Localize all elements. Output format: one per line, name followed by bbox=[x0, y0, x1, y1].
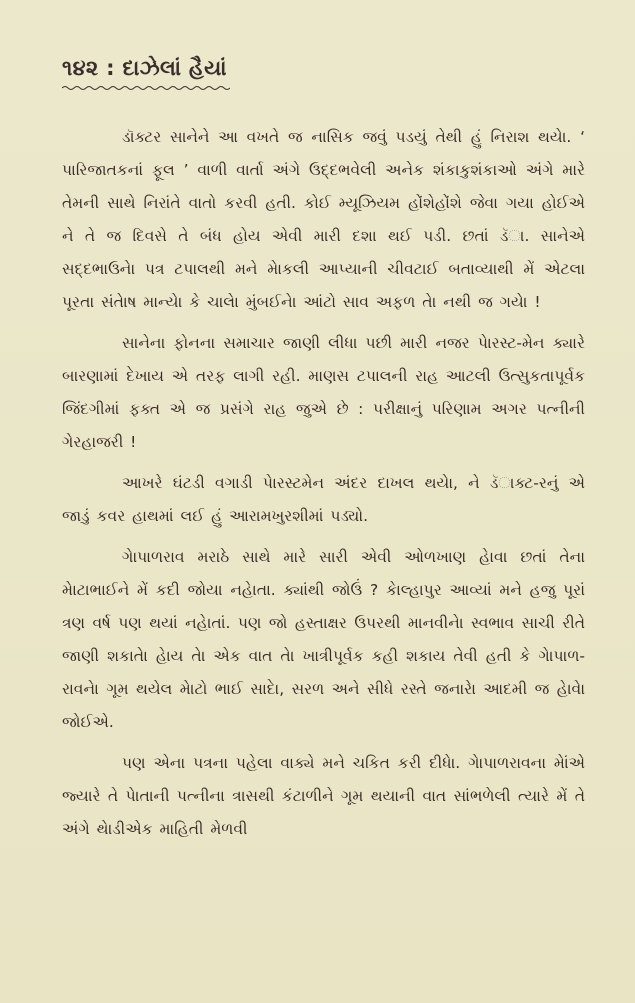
paragraph-3: આખરે ઘંટડી વગાડી પેારસ્ટમેન અંદર દાખલ થયેા, ને ડૅાક્ટ-રનું એ જાડું કવર હાથમાં લઈ હું આરામખુરશીમાં પડ્યો. bbox=[62, 474, 585, 525]
wavy-underline bbox=[62, 85, 230, 91]
paragraph-4: ગેાપાળરાવ મરાઠે સાથે મારે સારી એવી ઓળખાણ હેાવા છતાં તેના મેાટાભાઈને મેં કદી જોયા નહેાતા. ક્યાંથી જોઉં ? કેાલ્હાપુર આવ્યાં મને હજુ પૂરાં ત્રણ વર્ષ પણ થયાં નહેાતાં. પણ જો હસ્તાક્ષર ઉપરથી માનવીનેા સ્વભાવ સાચી રીતે જાણી શકાતેા હેાય તેા એક વાત તેા ખાત્રીપૂર્વક કહી શકાય તેવી હતી કે ગેાપાળ-રાવનેા ગૂમ થયેલ મેાટો ભાઈ સાદેા, સરળ અને સીધે રસ્તે જનારેા આદમી જ હેાવેા જોઈએ. bbox=[62, 548, 585, 731]
paragraph-5: પણ એના પત્રના પહેલા વાક્યે મને ચકિત કરી દીધેા. ગેાપાળરાવના મેાંએ જ્યારે તે પેાતાની પત્નીના ત્રાસથી કંટાળીને ગૂમ થયાની વાત સાંભળેલી ત્યારે મેં તે અંગે થેાડીએક માહિતી મેળવી bbox=[62, 754, 585, 838]
chapter-heading: ૧૪૨ : દાઝેલાં હૈયાં bbox=[62, 56, 227, 80]
paragraph-1: ડૉક્ટર સાનેને આ વખતે જ નાસિક જવું પડયું તેથી હું નિરાશ થયેા. ‘ પારિજાતકનાં ફૂલ ’ વાળી વાર્તા અંગે ઉદ્દભવેલી અનેક શંકાકુશંકાઓ અંગે મારે તેમની સાથે નિરાંતે વાતો કરવી હતી. કોઈ મ્યૂઝિયમ હોંશેહોંશે જેવા ગયા હોઈએ ને તે જ દિવસે તે બંધ હોય એવી મારી દશા થઈ પડી. છતાં ડૅા. સાનેએ સદ્દભાઉનેા પત્ર ટપાલથી મને મેાકલી આપ્યાની ચીવટાઈ બતાવ્યાથી મેં એટલા પૂરતા સંતેાષ માન્યેા કે ચાલેા મુંબઈનેા આંટો સાવ અફળ તેા નથી જ ગયેા ! bbox=[62, 128, 585, 311]
paragraph-2: સાનેના ફોનના સમાચાર જાણી લીધા પછી મારી નજર પેારસ્ટ-મેન ક્યારે બારણામાં દેખાય એ તરફ લાગી રહી. માણસ ટપાલની રાહ આટલી ઉત્સુકતાપૂર્વક જિંદગીમાં ફક્ત એ જ પ્રસંગે રાહ જુએ છે : પરીક્ષાનું પરિણામ અગર પત્નીની ગેરહાજરી ! bbox=[62, 334, 585, 451]
